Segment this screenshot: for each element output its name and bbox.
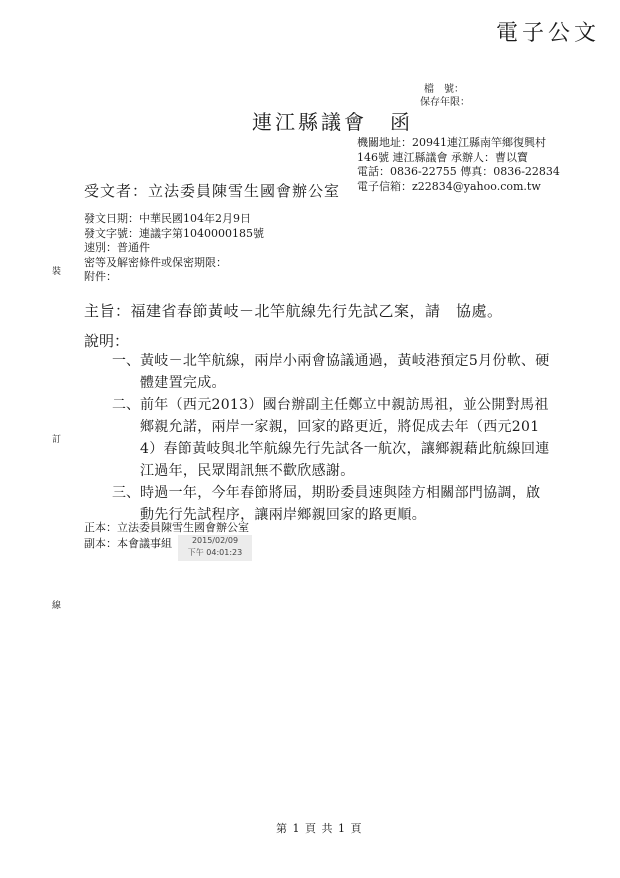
attachments: 附件： bbox=[84, 270, 117, 283]
explanation-list bbox=[112, 350, 552, 526]
retention-period-label: 保存年限： bbox=[420, 97, 470, 108]
timestamp-stamp bbox=[178, 535, 252, 561]
explanation-item-text: 時過一年，今年春節將屆，期盼委員速與陸方相關部門協調，啟動先行先試程序，讓兩岸鄉親回家的路更順。 bbox=[140, 485, 541, 523]
explanation-label: 說明： bbox=[84, 332, 130, 350]
stamp-date: 2015/02/09 bbox=[191, 536, 239, 545]
explanation-item-number: 三、 bbox=[112, 485, 140, 501]
subject: 主旨：福建省春節黃岐－北竿航線先行先試乙案，請 協處。 bbox=[84, 302, 503, 320]
file-number-label: 檔 號： bbox=[424, 84, 464, 95]
original-recipient: 正本：立法委員陳雪生國會辦公室 bbox=[84, 521, 249, 534]
stamp-time: 下午 04:01:23 bbox=[187, 548, 243, 557]
explanation-item-text: 黃岐－北竿航線，兩岸小兩會協議通過，黃岐港預定5月份軟、硬體建置完成。 bbox=[140, 353, 550, 391]
explanation-item bbox=[112, 394, 552, 482]
explanation-item-number: 二、 bbox=[112, 397, 140, 413]
recipient: 受文者：立法委員陳雪生國會辦公室 bbox=[84, 182, 341, 200]
explanation-item bbox=[112, 350, 552, 394]
delivery-speed: 速別：普通件 bbox=[84, 241, 150, 254]
agency-address-line1: 機關地址：20941連江縣南竿鄉復興村 bbox=[357, 136, 546, 149]
electronic-document-label: 電子公文 bbox=[495, 21, 600, 46]
document-title: 連江縣議會 函 bbox=[252, 110, 413, 134]
document-metadata bbox=[84, 212, 264, 285]
issue-date: 發文日期：中華民國104年2月9日 bbox=[84, 212, 251, 225]
page-number: 第 1 頁 共 1 頁 bbox=[276, 822, 363, 835]
explanation-item-number: 一、 bbox=[112, 353, 140, 369]
agency-email: 電子信箱：z22834@yahoo.com.tw bbox=[357, 179, 541, 193]
secrecy-level: 密等及解密條件或保密期限： bbox=[84, 255, 227, 269]
binding-mark: 訂 bbox=[52, 435, 62, 445]
agency-phone: 電話：0836-22755 傳真：0836-22834 bbox=[357, 165, 560, 178]
agency-address-line2: 146號 連江縣議會 承辦人：曹以寶 bbox=[357, 150, 528, 164]
agency-info bbox=[357, 136, 560, 194]
document-number: 發文字號：連議字第1040000185號 bbox=[84, 226, 264, 240]
explanation-item-text: 前年（西元2013）國台辦副主任鄭立中親訪馬祖，並公開對馬祖鄉親允諾，兩岸一家親，回家的路更近，將促成去年（西元2014）春節黃岐與北竿航線先行先試各一航次，讓鄉親藉此航線回連江過年，民眾聞訊無不歡欣感謝。 bbox=[140, 397, 550, 479]
binding-mark: 裝 bbox=[52, 267, 62, 277]
copy-recipient: 副本：本會議事組 bbox=[84, 537, 172, 550]
binding-mark: 線 bbox=[52, 601, 62, 611]
